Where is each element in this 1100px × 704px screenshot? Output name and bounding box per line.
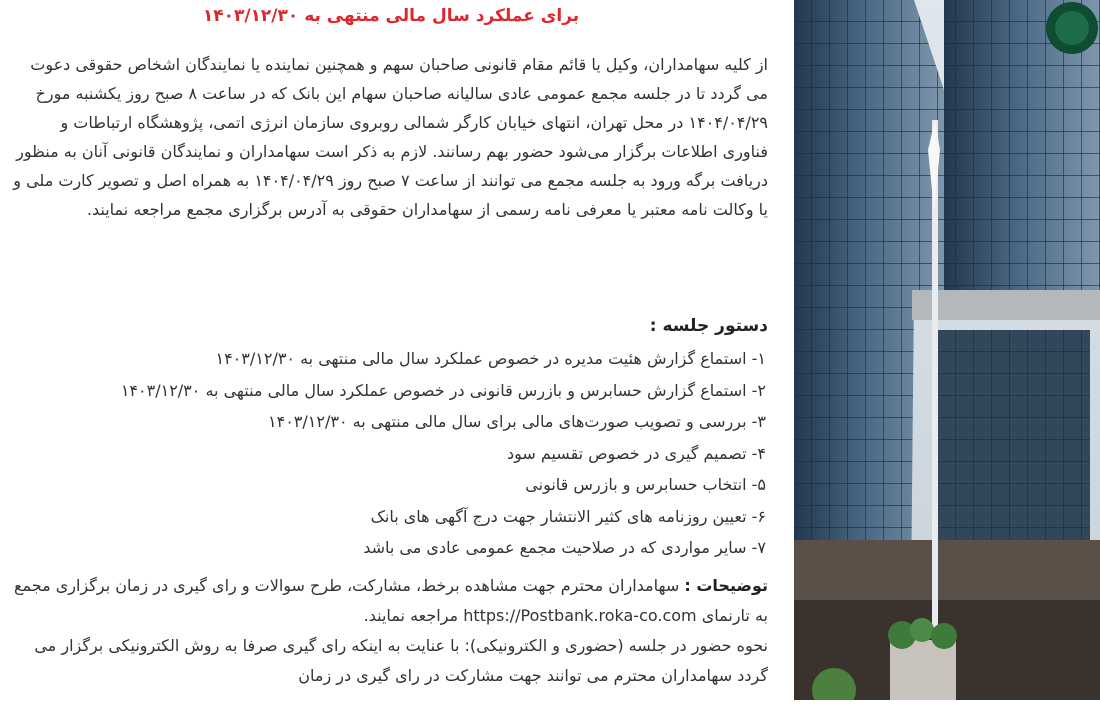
notes-section [12,571,768,691]
website-link[interactable]: https://Postbank.roka-co.com [463,606,697,625]
notice-subtitle: برای عملکرد سال مالی منتهی به ۱۴۰۳/۱۲/۳۰ [202,6,580,26]
notes-text-end: مراجعه نمایند. [363,606,459,625]
agenda-list [121,343,766,564]
bank-building-photo [794,0,1100,700]
agenda-item: ۲- استماع گزارش حسابرس و بازرس قانونی در خصوص عملکرد سال مالی منتهی به ۱۴۰۳/۱۲/۳۰ [120,380,766,400]
attendance-text: نحوه حضور در جلسه (حضوری و الکترونیکی): با عنایت به اینکه رای گیری صرفا به روش الکترونیکی برگزار می گردد سهامداران محترم می توانند جهت مشارکت در رای گیری در زمان [34,636,768,685]
agenda-title: دستور جلسه : [649,316,768,336]
agenda-item: ۵- انتخاب حسابرس و بازرس قانونی [525,475,766,494]
agenda-item: ۴- تصمیم گیری در خصوص تقسیم سود [506,443,766,463]
intro-paragraph: از کلیه سهامداران، وکیل یا قائم مقام قانونی صاحبان سهم و همچنین نماینده یا نمایندگان اشخاص حقوقی دعوت می گردد تا در جلسه مجمع عمومی عادی سالیانه صاحبان سهام این بانک که در ساعت ۸ صبح روز یکشنبه مورخ ۱۴۰۴/۰۴/۲۹ در محل تهران، انتهای خیابان کارگر شمالی روبروی سازمان انرژی اتمی، پژوهشگاه ارتباطات و فناوری اطلاعات برگزار می‌شود حضور بهم رسانند. لازم به ذکر است سهامداران و نمایندگان قانونی آنان به منظور دریافت برگه ورود به جلسه مجمع می توانند از ساعت ۷ صبح روز ۱۴۰۴/۰۴/۲۹ به همراه اصل و تصویر کارت ملی و یا وکالت نامه معتبر یا معرفی نامه رسمی از سهامداران حقوقی به آدرس برگزاری مجمع مراجعه نمایند. [13,55,768,219]
notes-text: سهامداران محترم جهت مشاهده برخط، مشارکت، طرح سوالات و رای گیری در زمان برگزاری مجمع به تارنمای [13,576,768,625]
agenda-item: ۱- استماع گزارش هئیت مدیره در خصوص عملکرد سال مالی منتهی به ۱۴۰۳/۱۲/۳۰ [215,349,766,368]
agenda-item: ۳- بررسی و تصویب صورت‌های مالی برای سال مالی منتهی به ۱۴۰۳/۱۲/۳۰ [268,412,766,431]
agenda-item: ۶- تعیین روزنامه های کثیر الانتشار جهت درج آگهی های بانک [370,506,766,526]
agenda-item: ۷- سایر مواردی که در صلاحیت مجمع عمومی عادی می باشد [363,538,766,557]
notes-title: توضیحات : [684,576,768,595]
